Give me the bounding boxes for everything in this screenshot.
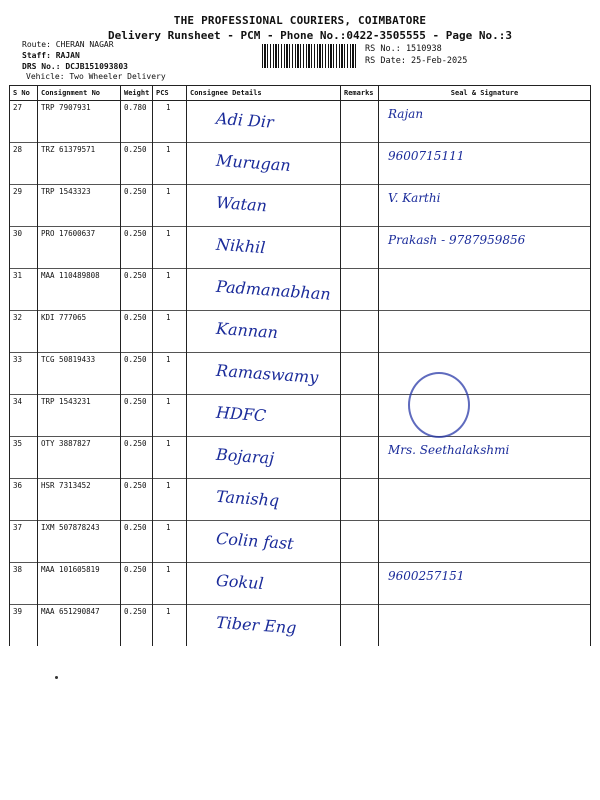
cell-consignee-text: Colin fast <box>215 528 295 554</box>
cell-pcs-text: 1 <box>166 313 171 322</box>
cell-sno <box>10 521 38 563</box>
table-row <box>10 563 591 605</box>
cell-signature <box>379 227 591 269</box>
cell-consignee <box>187 185 341 227</box>
cell-pcs-text: 1 <box>166 481 171 490</box>
cell-weight-text: 0.250 <box>124 523 147 532</box>
cell-sno <box>10 101 38 143</box>
cell-pcs <box>153 185 187 227</box>
cell-sno <box>10 437 38 479</box>
cell-signature-text: V. Karthi <box>388 191 441 205</box>
cell-remarks <box>341 563 379 605</box>
cell-sno <box>10 227 38 269</box>
cell-signature <box>379 563 591 605</box>
table-row <box>10 101 591 143</box>
table-row <box>10 227 591 269</box>
cell-consignee-text: Tanishq <box>215 486 280 511</box>
cell-remarks <box>341 605 379 647</box>
seal-stamp <box>408 372 470 438</box>
cell-consignment-no <box>38 437 121 479</box>
cell-consignment-no-text: IXM 507878243 <box>41 523 100 532</box>
table-row <box>10 479 591 521</box>
cell-signature <box>379 143 591 185</box>
cell-sno-text: 32 <box>13 313 23 322</box>
cell-consignee-text: Watan <box>215 192 268 216</box>
cell-weight <box>121 311 153 353</box>
cell-pcs-text: 1 <box>166 103 171 112</box>
rs-date: RS Date: 25-Feb-2025 <box>365 56 468 66</box>
cell-signature <box>379 521 591 563</box>
cell-consignee <box>187 101 341 143</box>
barcode <box>262 44 356 68</box>
cell-sno-text: 33 <box>13 355 23 364</box>
cell-pcs-text: 1 <box>166 607 171 616</box>
cell-remarks <box>341 311 379 353</box>
cell-pcs-text: 1 <box>166 355 171 364</box>
speck <box>55 676 58 679</box>
cell-signature-text: 9600715111 <box>388 149 465 163</box>
cell-pcs <box>153 521 187 563</box>
cell-signature <box>379 479 591 521</box>
cell-signature <box>379 311 591 353</box>
cell-consignee-text: Tiber Eng <box>215 612 298 638</box>
table-row <box>10 605 591 647</box>
cell-weight-text: 0.250 <box>124 481 147 490</box>
cell-weight <box>121 101 153 143</box>
cell-pcs <box>153 101 187 143</box>
col-weight: Weight <box>121 86 153 101</box>
cell-consignee-text: Ramaswamy <box>215 360 319 387</box>
table-row <box>10 353 591 395</box>
cell-sno-text: 28 <box>13 145 23 154</box>
cell-consignment-no-text: TCG 50819433 <box>41 355 96 364</box>
cell-weight-text: 0.250 <box>124 145 147 154</box>
cell-sno-text: 31 <box>13 271 23 280</box>
cell-pcs-text: 1 <box>166 565 171 574</box>
cell-sno <box>10 143 38 185</box>
cell-weight <box>121 563 153 605</box>
cell-pcs-text: 1 <box>166 229 171 238</box>
cell-consignee-text: Adi Dir <box>215 108 275 132</box>
cell-signature <box>379 101 591 143</box>
cell-consignment-no <box>38 227 121 269</box>
cell-weight-text: 0.250 <box>124 187 147 196</box>
cell-consignee <box>187 479 341 521</box>
cell-weight-text: 0.250 <box>124 439 147 448</box>
cell-weight-text: 0.250 <box>124 229 147 238</box>
table-row <box>10 143 591 185</box>
cell-pcs <box>153 227 187 269</box>
cell-consignment-no <box>38 395 121 437</box>
cell-pcs <box>153 143 187 185</box>
cell-consignee <box>187 227 341 269</box>
cell-consignment-no-text: TRZ 61379571 <box>41 145 96 154</box>
cell-consignment-no-text: OTY 3887827 <box>41 439 91 448</box>
cell-signature-text: Rajan <box>388 107 424 121</box>
cell-consignment-no <box>38 563 121 605</box>
cell-sno <box>10 269 38 311</box>
cell-sno <box>10 395 38 437</box>
cell-pcs-text: 1 <box>166 523 171 532</box>
cell-weight <box>121 185 153 227</box>
cell-consignee <box>187 521 341 563</box>
cell-consignment-no <box>38 185 121 227</box>
vehicle-label: Vehicle: Two Wheeler Delivery <box>26 72 166 81</box>
staff-label: Staff: RAJAN <box>22 51 80 60</box>
cell-pcs-text: 1 <box>166 187 171 196</box>
cell-consignee-text: Murugan <box>215 150 292 175</box>
cell-sno-text: 36 <box>13 481 23 490</box>
cell-signature-text: Prakash - 9787959856 <box>388 233 526 247</box>
cell-consignee <box>187 563 341 605</box>
cell-signature-text: Mrs. Seethalakshmi <box>388 443 510 457</box>
cell-consignment-no-text: PRO 17600637 <box>41 229 96 238</box>
cell-consignment-no-text: TRP 1543323 <box>41 187 91 196</box>
cell-weight <box>121 437 153 479</box>
cell-consignee-text: Nikhil <box>215 234 267 258</box>
cell-weight <box>121 605 153 647</box>
cell-pcs <box>153 395 187 437</box>
cell-consignment-no <box>38 605 121 647</box>
cell-weight-text: 0.780 <box>124 103 147 112</box>
cell-remarks <box>341 395 379 437</box>
cell-weight <box>121 143 153 185</box>
cell-consignment-no-text: KDI 777065 <box>41 313 87 322</box>
cell-weight <box>121 395 153 437</box>
cell-pcs <box>153 479 187 521</box>
col-consignment: Consignment No <box>38 86 121 101</box>
cell-consignment-no <box>38 521 121 563</box>
cell-consignment-no <box>38 143 121 185</box>
cell-signature-text: 9600257151 <box>388 569 465 583</box>
cell-consignee-text: Bojaraj <box>215 444 275 468</box>
table-header-row <box>10 86 591 101</box>
cell-weight-text: 0.250 <box>124 355 147 364</box>
cell-consignment-no-text: HSR 7313452 <box>41 481 91 490</box>
cell-consignee-text: Kannan <box>215 318 279 343</box>
table-row <box>10 437 591 479</box>
cell-remarks <box>341 353 379 395</box>
cell-consignee <box>187 395 341 437</box>
cell-remarks <box>341 479 379 521</box>
route-label: Route: CHERAN NAGAR <box>22 40 114 49</box>
cell-sno <box>10 311 38 353</box>
runsheet-table <box>9 85 591 646</box>
company-title: THE PROFESSIONAL COURIERS, COIMBATORE <box>173 14 427 27</box>
cell-consignee <box>187 605 341 647</box>
cell-sno <box>10 605 38 647</box>
cell-consignment-no-text: TRP 7907931 <box>41 103 91 112</box>
rs-number: RS No.: 1510938 <box>365 44 442 54</box>
cell-sno-text: 38 <box>13 565 23 574</box>
cell-pcs <box>153 437 187 479</box>
cell-sno <box>10 185 38 227</box>
col-signature: Seal & Signature <box>379 86 591 101</box>
cell-consignment-no <box>38 269 121 311</box>
cell-signature <box>379 269 591 311</box>
cell-remarks <box>341 143 379 185</box>
cell-consignee <box>187 311 341 353</box>
runsheet-subtitle: Delivery Runsheet - PCM - Phone No.:0422-3505555 - Page No.:3 <box>108 29 512 42</box>
table-row <box>10 521 591 563</box>
cell-signature <box>379 605 591 647</box>
cell-remarks <box>341 437 379 479</box>
cell-pcs-text: 1 <box>166 145 171 154</box>
cell-remarks <box>341 227 379 269</box>
cell-consignment-no-text: TRP 1543231 <box>41 397 91 406</box>
cell-pcs <box>153 269 187 311</box>
drs-number: DRS No.: DCJB151093803 <box>22 62 128 71</box>
table-row <box>10 185 591 227</box>
cell-signature <box>379 437 591 479</box>
cell-consignee <box>187 353 341 395</box>
cell-pcs-text: 1 <box>166 271 171 280</box>
cell-sno-text: 29 <box>13 187 23 196</box>
cell-weight <box>121 479 153 521</box>
cell-consignment-no <box>38 101 121 143</box>
cell-sno-text: 39 <box>13 607 23 616</box>
cell-sno <box>10 563 38 605</box>
col-remarks: Remarks <box>341 86 379 101</box>
col-consignee: Consignee Details <box>187 86 341 101</box>
cell-pcs <box>153 605 187 647</box>
cell-pcs <box>153 311 187 353</box>
cell-consignment-no-text: MAA 110489808 <box>41 271 100 280</box>
cell-consignee <box>187 437 341 479</box>
cell-consignee-text: HDFC <box>215 402 267 426</box>
cell-weight <box>121 227 153 269</box>
cell-weight-text: 0.250 <box>124 271 147 280</box>
cell-remarks <box>341 521 379 563</box>
table-row <box>10 269 591 311</box>
cell-weight-text: 0.250 <box>124 565 147 574</box>
cell-sno <box>10 479 38 521</box>
table-row <box>10 311 591 353</box>
cell-sno-text: 35 <box>13 439 23 448</box>
cell-pcs-text: 1 <box>166 439 171 448</box>
cell-consignee <box>187 143 341 185</box>
cell-consignment-no-text: MAA 101605819 <box>41 565 100 574</box>
cell-weight-text: 0.250 <box>124 607 147 616</box>
cell-signature <box>379 185 591 227</box>
cell-consignee <box>187 269 341 311</box>
cell-weight <box>121 521 153 563</box>
cell-weight <box>121 269 153 311</box>
cell-consignment-no <box>38 479 121 521</box>
table-row <box>10 395 591 437</box>
cell-signature <box>379 353 591 395</box>
cell-consignment-no-text: MAA 651290847 <box>41 607 100 616</box>
cell-remarks <box>341 101 379 143</box>
cell-sno-text: 27 <box>13 103 23 112</box>
cell-pcs <box>153 563 187 605</box>
cell-remarks <box>341 185 379 227</box>
cell-pcs <box>153 353 187 395</box>
cell-weight <box>121 353 153 395</box>
cell-consignment-no <box>38 311 121 353</box>
col-pcs: PCS <box>153 86 187 101</box>
cell-consignee-text: Padmanabhan <box>215 276 332 304</box>
cell-pcs-text: 1 <box>166 397 171 406</box>
cell-sno <box>10 353 38 395</box>
cell-weight-text: 0.250 <box>124 313 147 322</box>
cell-sno-text: 37 <box>13 523 23 532</box>
cell-weight-text: 0.250 <box>124 397 147 406</box>
cell-sno-text: 30 <box>13 229 23 238</box>
cell-remarks <box>341 269 379 311</box>
cell-sno-text: 34 <box>13 397 23 406</box>
col-sno: S No <box>10 86 38 101</box>
cell-consignment-no <box>38 353 121 395</box>
cell-consignee-text: Gokul <box>215 570 265 594</box>
